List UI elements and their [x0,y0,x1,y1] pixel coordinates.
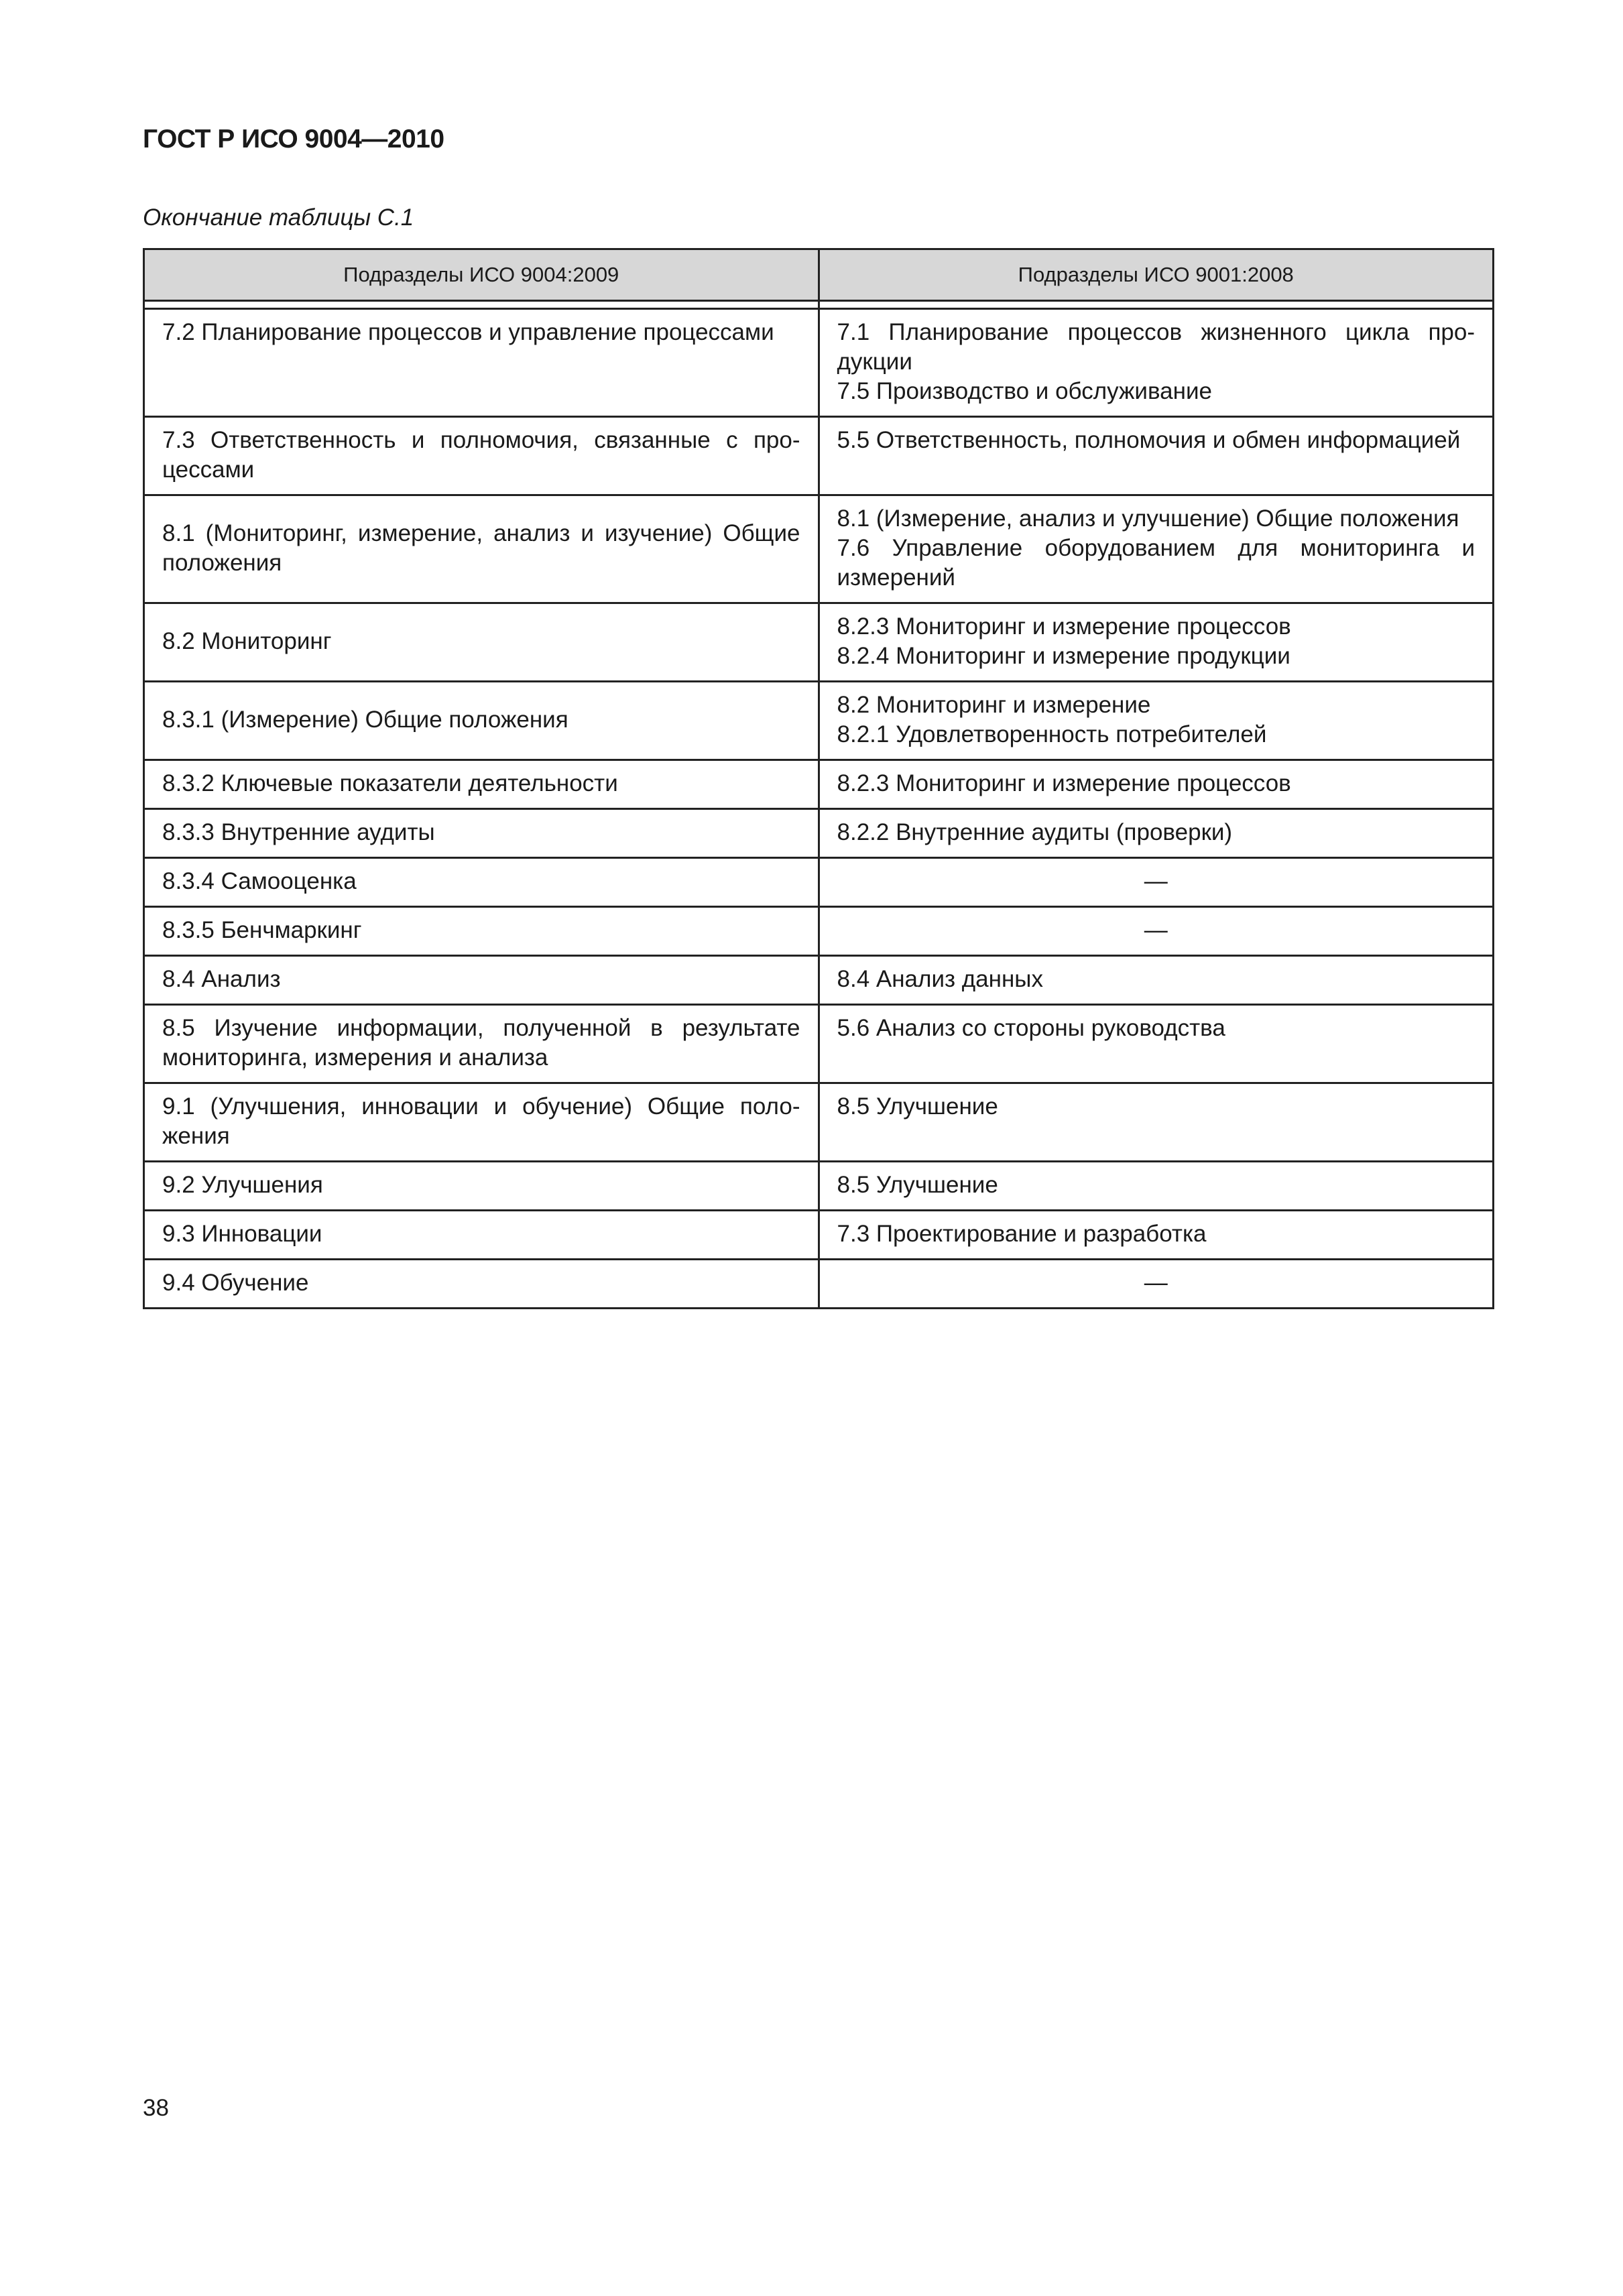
cell-text: 8.5 Изучение информации, полученной в результате мониторинга, измерения и анализа [162,1015,800,1071]
cell-iso9004 [144,417,819,495]
table-row [144,1083,1494,1162]
cell-iso9001 [819,682,1494,760]
cell-text: 8.2.4 Мониторинг и измерение продукции [837,643,1290,669]
cell-text: 8.1 (Мониторинг, измерение, анализ и изучение) Общие положения [162,520,800,576]
cell-text: 8.2.2 Внутренние аудиты (проверки) [837,819,1233,845]
cell-iso9004 [144,907,819,956]
table-row [144,1005,1494,1083]
cell-text: 7.3 Ответственность и полномочия, связанные с процессами [162,427,800,483]
cell-text: 8.1 (Измерение, анализ и улучшение) Общие положения [837,505,1459,532]
table-row [144,1211,1494,1260]
cell-text: 8.3.5 Бенчмаркинг [162,917,362,943]
table-row [144,956,1494,1005]
cell-iso9004 [144,760,819,809]
cell-text: 8.4 Анализ [162,966,281,992]
table-header-row [144,249,1494,301]
cell-iso9001 [819,1083,1494,1162]
cell-text: 7.3 Проектирование и разработка [837,1221,1207,1247]
cell-iso9001 [819,1211,1494,1260]
table-row [144,858,1494,907]
cell-iso9001 [819,495,1494,603]
table-row [144,1260,1494,1309]
cell-iso9001 [819,907,1494,956]
cell-text: 8.5 Улучшение [837,1172,998,1198]
cell-iso9004 [144,809,819,858]
cell-text: 8.2.3 Мониторинг и измерение процессов [837,613,1291,640]
cell-iso9001 [819,1260,1494,1309]
cell-text: 9.2 Улучшения [162,1172,323,1198]
table-row [144,907,1494,956]
cell-iso9001 [819,956,1494,1005]
header-spacer-row [144,301,1494,309]
spacer-cell [819,301,1494,309]
cell-iso9001 [819,309,1494,417]
table-row [144,1162,1494,1211]
cell-iso9004 [144,309,819,417]
cell-text: 7.6 Управление оборудованием для мониторинга и измерений [837,535,1475,591]
cell-iso9001 [819,858,1494,907]
cell-iso9004 [144,1211,819,1260]
table-row [144,309,1494,417]
cell-iso9004 [144,603,819,682]
cell-iso9001 [819,1005,1494,1083]
cell-text: 8.5 Улучшение [837,1093,998,1120]
cell-iso9001 [819,417,1494,495]
table-row [144,682,1494,760]
cell-text: 7.2 Планирование процессов и управление процессами [162,319,774,345]
table-row [144,603,1494,682]
cell-text: 8.2 Мониторинг [162,628,332,654]
cell-text: 5.6 Анализ со стороны руководства [837,1015,1225,1041]
cell-text: 9.3 Инновации [162,1221,322,1247]
cell-iso9001 [819,760,1494,809]
correspondence-table [143,248,1494,1309]
cell-iso9004 [144,956,819,1005]
cell-text: 8.2.3 Мониторинг и измерение процессов [837,770,1291,796]
cell-iso9001 [819,603,1494,682]
cell-iso9004 [144,1260,819,1309]
cell-iso9004 [144,1005,819,1083]
cell-text: 8.3.2 Ключевые показатели деятельности [162,770,618,796]
cell-iso9004 [144,1083,819,1162]
table-row [144,760,1494,809]
cell-iso9004 [144,495,819,603]
table-row [144,809,1494,858]
cell-text: 8.3.3 Внутренние аудиты [162,819,435,845]
cell-iso9004 [144,858,819,907]
cell-text: 9.4 Обучение [162,1270,309,1296]
table-row [144,495,1494,603]
cell-text: 8.2.1 Удовлетворенность потребителей [837,721,1267,747]
cell-iso9001 [819,809,1494,858]
cell-text: 7.5 Производство и обслуживание [837,378,1212,404]
dash-placeholder: — [1144,868,1168,894]
cell-iso9004 [144,1162,819,1211]
cell-text: 9.1 (Улучшения, инновации и обучение) Общие положения [162,1093,800,1149]
cell-text: 8.3.1 (Измерение) Общие положения [162,707,568,733]
document-header: ГОСТ Р ИСО 9004—2010 [143,125,444,154]
column-header-iso9004: Подразделы ИСО 9004:2009 [144,249,819,301]
correspondence-table-wrapper [143,248,1494,1309]
column-header-iso9001: Подразделы ИСО 9001:2008 [819,249,1494,301]
cell-text: 8.2 Мониторинг и измерение [837,692,1151,718]
table-caption: Окончание таблицы С.1 [143,204,414,231]
cell-text: 5.5 Ответственность, полномочия и обмен информацией [837,427,1461,453]
cell-iso9004 [144,682,819,760]
page-number: 38 [143,2095,169,2121]
table-row [144,417,1494,495]
cell-text: 8.4 Анализ данных [837,966,1043,992]
cell-text: 7.1 Планирование процессов жизненного цикла продукции [837,319,1475,375]
cell-text: 8.3.4 Самооценка [162,868,357,894]
cell-iso9001 [819,1162,1494,1211]
dash-placeholder: — [1144,1270,1168,1296]
spacer-cell [144,301,819,309]
dash-placeholder: — [1144,917,1168,943]
